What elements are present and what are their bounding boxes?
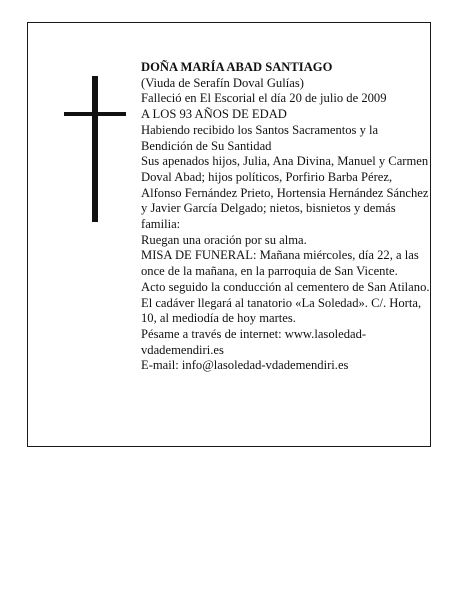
cross-horizontal-bar	[64, 112, 126, 116]
contact-email: E-mail: info@lasoledad-vdademendiri.es	[141, 358, 349, 373]
sacraments-text: Habiendo recibido los Santos Sacramentos y la Bendición de Su Santidad	[141, 122, 379, 153]
deceased-name: DOÑA MARÍA ABAD SANTIAGO	[141, 60, 333, 74]
cross-icon	[64, 76, 126, 222]
family-list: Sus apenados hijos, Julia, Ana Divina, Manuel y Carmen Doval Abad; hijos políticos, Porfirio Barba Pérez, Alfonso Fernández Prieto, Hortensia Hernández Sánchez y Javier García Delgado; nietos, bisnietos y demás familia:	[141, 154, 429, 232]
prayer-request: Ruegan una oración por su alma.	[141, 232, 307, 247]
wake-info: El cadáver llegará al tanatorio «La Soledad». C/. Horta, 10, al mediodía de hoy martes.	[141, 295, 422, 326]
date-of-death: Falleció en El Escorial el día 20 de julio de 2009	[141, 91, 387, 106]
obituary-text	[141, 60, 431, 374]
obituary-notice	[27, 22, 431, 447]
age-at-death: A LOS 93 AÑOS DE EDAD	[141, 107, 287, 122]
cross-vertical-bar	[92, 76, 98, 222]
condolences-website: Pésame a través de internet: www.lasoledad-vdademendiri.es	[141, 326, 367, 357]
widow-of: (Viuda de Serafín Doval Gulías)	[141, 75, 304, 90]
funeral-mass-info: MISA DE FUNERAL: Mañana miércoles, día 22, a las once de la mañana, en la parroquia de San Vicente.	[141, 248, 419, 279]
burial-info: Acto seguido la conducción al cementero de San Atilano.	[141, 279, 430, 294]
